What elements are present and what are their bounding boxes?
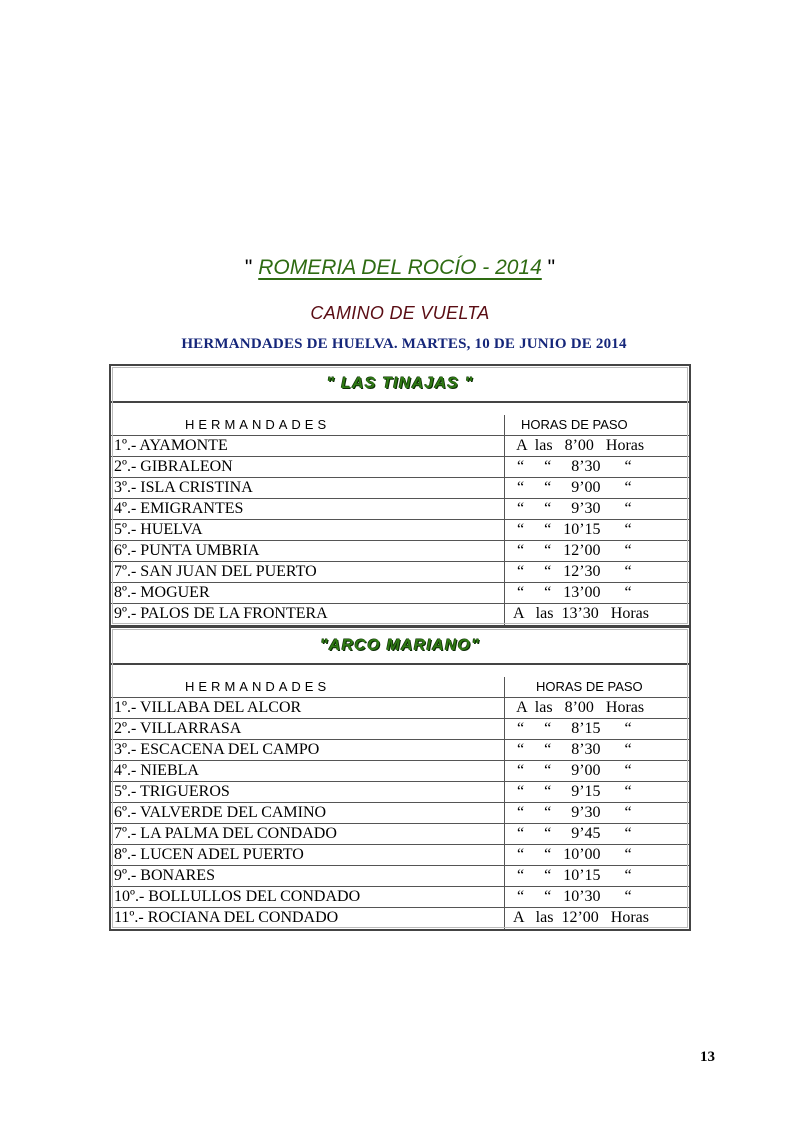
table-row — [111, 436, 689, 457]
hermandad-name: 9º.- BONARES — [111, 866, 505, 886]
hermandad-name: 11º.- ROCIANA DEL CONDADO — [111, 908, 505, 929]
hermandad-name: 5º.- HUELVA — [111, 520, 505, 540]
schedule-table-arco-mariano — [109, 626, 691, 931]
hermandad-name: 4º.- NIEBLA — [111, 761, 505, 781]
table-row — [111, 583, 689, 604]
section-title: " LAS TINAJAS " — [111, 366, 689, 403]
document-subtitle: CAMINO DE VUELTA — [310, 303, 490, 323]
hermandad-name: 1º.- AYAMONTE — [111, 436, 505, 456]
table-row — [111, 824, 689, 845]
hermandad-name: 5º.- TRIGUEROS — [111, 782, 505, 802]
table-row — [111, 782, 689, 803]
title-close-quote: " — [547, 256, 556, 279]
table-row — [111, 541, 689, 562]
title-text: ROMERIA DEL ROCÍO - 2014 — [258, 256, 542, 279]
hora-paso: “ “ 13’00 “ — [513, 584, 632, 601]
document-title — [0, 256, 800, 280]
hora-paso: “ “ 9’45 “ — [513, 825, 632, 842]
hora-paso: “ “ 10’15 “ — [513, 521, 632, 538]
col-header-hermandades: HERMANDADES — [111, 677, 505, 697]
hermandad-name: 8º.- MOGUER — [111, 583, 505, 603]
table-row — [111, 478, 689, 499]
table-row — [111, 499, 689, 520]
hora-paso: “ “ 8’30 “ — [513, 741, 632, 758]
title-open-quote: " — [244, 256, 253, 279]
hora-paso: “ “ 12’30 “ — [513, 563, 632, 580]
hora-paso: A las 12’00 Horas — [513, 909, 649, 926]
hora-paso: “ “ 9’30 “ — [513, 804, 632, 821]
hora-paso: “ “ 8’15 “ — [513, 720, 632, 737]
hora-paso: A las 8’00 Horas — [513, 437, 645, 454]
table-row — [111, 845, 689, 866]
table-header-row — [111, 403, 689, 436]
schedule-header: HERMANDADES DE HUELVA. MARTES, 10 DE JUNIO DE 2014 — [181, 336, 627, 352]
hora-paso: “ “ 9’30 “ — [513, 500, 632, 517]
hora-paso: “ “ 10’30 “ — [513, 888, 632, 905]
hermandad-name: 7º.- LA PALMA DEL CONDADO — [111, 824, 505, 844]
hermandad-name: 9º.- PALOS DE LA FRONTERA — [111, 604, 505, 625]
hermandad-name: 6º.- PUNTA UMBRIA — [111, 541, 505, 561]
hora-paso: “ “ 10’15 “ — [513, 867, 632, 884]
hora-paso: “ “ 12’00 “ — [513, 542, 632, 559]
hermandad-name: 2º.- GIBRALEON — [111, 457, 505, 477]
hora-paso: “ “ 9’00 “ — [513, 479, 632, 496]
hermandad-name: 4º.- EMIGRANTES — [111, 499, 505, 519]
table-row — [111, 803, 689, 824]
col-header-hermandades: HERMANDADES — [111, 415, 505, 435]
hermandad-name: 2º.- VILLARRASA — [111, 719, 505, 739]
hora-paso: “ “ 10’00 “ — [513, 846, 632, 863]
hora-paso: A las 8’00 Horas — [513, 699, 645, 716]
hermandad-name: 8º.- LUCEN ADEL PUERTO — [111, 845, 505, 865]
hermandad-name: 7º.- SAN JUAN DEL PUERTO — [111, 562, 505, 582]
table-row — [111, 604, 689, 625]
hora-paso: “ “ 9’00 “ — [513, 762, 632, 779]
hermandad-name: 1º.- VILLABA DEL ALCOR — [111, 698, 505, 718]
table-header-row — [111, 665, 689, 698]
col-header-horas: HORAS DE PASO — [536, 679, 643, 694]
hermandad-name: 10º.- BOLLULLOS DEL CONDADO — [111, 887, 505, 907]
table-row — [111, 698, 689, 719]
table-row — [111, 719, 689, 740]
hora-paso: “ “ 9’15 “ — [513, 783, 632, 800]
hora-paso: “ “ 8’30 “ — [513, 458, 632, 475]
page-number: 13 — [700, 1049, 715, 1065]
table-row — [111, 761, 689, 782]
hora-paso: A las 13’30 Horas — [513, 605, 649, 622]
table-row — [111, 908, 689, 929]
hermandad-name: 3º.- ESCACENA DEL CAMPO — [111, 740, 505, 760]
table-row — [111, 887, 689, 908]
table-row — [111, 520, 689, 541]
schedule-table-las-tinajas — [109, 364, 691, 627]
table-row — [111, 866, 689, 887]
table-row — [111, 562, 689, 583]
hermandad-name: 6º.- VALVERDE DEL CAMINO — [111, 803, 505, 823]
table-row — [111, 457, 689, 478]
section-title: "ARCO MARIANO" — [111, 628, 689, 665]
table-row — [111, 740, 689, 761]
col-header-horas: HORAS DE PASO — [521, 417, 628, 432]
hermandad-name: 3º.- ISLA CRISTINA — [111, 478, 505, 498]
